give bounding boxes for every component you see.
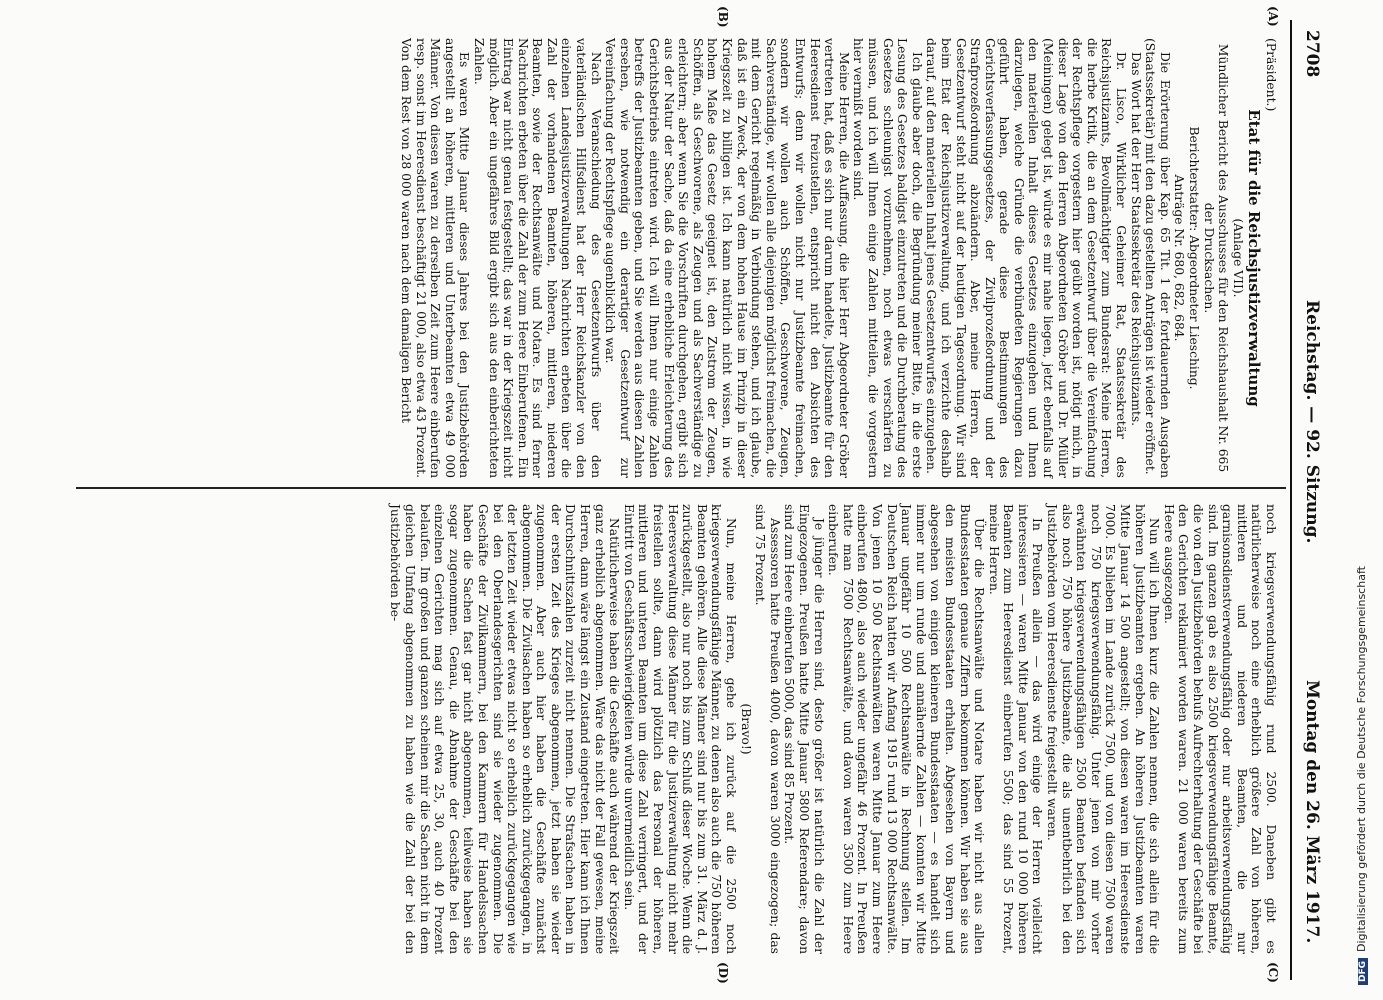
paragraph: Über die Rechtsanwälte und Notare haben wir nicht aus allen Bundesstaaten genaue Ziffern bekommen können. Wir haben sie aus den meisten Bundesstaaten erhalten. Abgesehen von Bayern und abgesehen von einigen kleineren Bundesstaaten — es handelt sich immer nur um runde und annähernde Zahlen — konnten wir Mitte Januar ungefähr 10 500 Rechtsanwälte in Rechnung stellen. Im Deutschen Reich hatten wir Anfang 1915 rund 13 000 Rechtsanwälte. Von jenen 10 500 Rechtsanwälten waren Mitte Januar zum Heere einberufen 4800, also auch wieder ungefähr 46 Prozent. In Preußen hatte man 7500 Rechtsanwälte, und davon waren 3500 zum Heere einberufen. [826,504,987,954]
dfg-logo: DFG [1358,958,1368,985]
paragraph: Dr. Lisco, Wirklicher Geheimer Rat, Staatssekretär des Reichsjustizamts, Bevollmächtigter zum Bundesrat: Meine Herren, die herbe Kritik, die an dem Gesetzentwurf über die Vereinfachung der Rechtspflege vorgestern hier geübt worden ist, nötigt mich, in dieser Lage von den Herren Abgeordneten Gröber und Dr. Müller (Meiningen) gelegt ist, würde es mir nahe liegen, jetzt ebenfalls auf den materiellen Inhalt dieses Gesetzes einzugehen und Ihnen darzulegen, welche Gründe die verbündeten Regierungen dazu geführt haben, gerade diese Bestimmungen des Gerichtsverfassungsgesetzes, der Zivilprozeßordnung und der Strafprozeßordnung abzuändern. Aber, meine Herren, der Gesetzentwurf steht nicht auf der heutigen Tagesordnung. Wir sind beim Etat der Reichsjustizverwaltung, und ich verzichte deshalb darauf, auf den materiellen Inhalt jenes Gesetzentwurfes einzugehen. [924,38,1129,478]
heading-sub-3: Berichterstatter: Abgeordneter Liesching. [1187,126,1202,390]
paragraph: Natürlicherweise haben die Geschäfte auch während der Kriegszeit ganz erheblich abgenommen. Wäre das nicht der Fall gewesen, meine Herren, dann wäre längst ein Zustand eingetreten. Hier kann ich Ihnen Durchschnittszahlen zurzeit nicht nennen. Die Strafsachen haben in der ersten Zeit des Krieges abgenommen, jetzt haben sie wieder zugenommen. Aber auch hier haben die Geschäfte zunächst abgenommen. Die Zivilsachen haben so erheblich zurückgegangen, in der letzten Zeit wieder etwas nicht so erheblich zurückgegangen wie bei den Oberlandesgerichten sind sie wieder zugenommen. Die Geschäfte der Zivilkammern, bei den Kammern für Handelssachen haben die Sachen fast gar nicht abgenommen, teilweise haben sie sogar zugenommen. Genau, die Abnahme der Geschäfte bei den einzelnen Gerichten mag sich auf etwa 25, 30, auch 40 Prozent belaufen. Im großen und ganzen scheinen mir die Sachen nicht in dem gleichen Umfang abgenommen zu haben wie die Zahl der bei den Justizbehörden be- [388,504,622,954]
funding-text: Digitalisierung gefördert durch die Deutsche Forschungsgemeinschaft [1355,566,1368,952]
paragraph: Assessoren hatte Preußen 4000, davon waren 3000 eingezogen; das sind 75 Prozent. [753,504,782,954]
paragraph: Je jünger die Herren sind, desto größer ist natürlich die Zahl der Eingezogenen. Preußen hatte Mitte Januar 5800 Referendare; davon sind zum Heere einberufen 5000, das sind 85 Prozent. [782,504,826,954]
left-column [398,38,1278,478]
page-number: 2708 [1302,30,1322,78]
margin-marker-c: (C) [1266,962,1280,983]
speaker-tag: (Präsident.) [1264,38,1278,112]
column-separator [76,487,1286,489]
paragraph: Die Erörterung über Kap. 65 Tit. 1 der fortdauernden Ausgaben (Staatssekretär) mit den dazu gestellten Anträgen ist wieder eröffnet. [1143,38,1172,478]
paragraph: Das Wort hat der Herr Staatssekretär des Reichsjustizamts. [1128,52,1143,427]
heading-sub-4: Anträge Nr. 680, 682, 684. [1172,174,1187,342]
paragraph: Es waren Mitte Januar dieses Jahres bei den Justizbehörden angestellt an höheren, mittleren und Unterbeamten etwa 49 000 Männer. Von diesen waren zu derselben Zeit zum Heere einberufen resp. sonst im Heeresdienst beschäftigt 21 000, also etwa 43 Prozent. Von dem Rest von 28 000 waren nach dem damaligen Bericht [398,38,472,478]
document-page [30,0,1330,1000]
margin-marker-a: (A) [1266,6,1280,27]
paragraph: Nach Veranschiedung des Gesetzentwurfs über den vaterländischen Hilfsdienst hat der Herr Reichskanzler von den einzelnen Landesjustizverwaltungen Nachrichten erbeten über die Zahl der vorhandenen Beamten, höheren, mittleren, niederen Beamten, sowie der Rechtsanwälte und Notare. Es sind ferner Nachrichten erbeten über die Zahl der zum Heere Einberufenen. Ein Eintrag war nicht genau festgestellt; das war in der Kriegszeit nicht möglich. Aber ein ungefähres Bild ergibt sich aus den einberichteten Zahlen. [471,38,603,478]
paragraph: Nun will ich Ihnen kurz die Zahlen nennen, die sich allein für die höheren Justizbeamten ergeben. An höheren Justizbeamten waren Mitte Januar 14 500 angestellt; von diesen waren im Heeresdienste 7000. Es blieben im Lande zurück 7500, und von diesen 7500 waren noch 750 kriegsverwendungsfähig. Unter jenen von mir vorher erwähnten kriegsverwendungsfähigen 2500 Beamten befanden sich also noch 750 höhere Justizbeamte, die als unentbehrlich bei den Justizbehörden vom Heeresdienste freigestellt waren. [1045,504,1162,954]
interjection: (Bravo!) [738,703,753,755]
heading-sub-2: Mündlicher Bericht des Ausschusses für den Reichshaushalt Nr. 665 der Drucksachen. [1201,43,1231,473]
paragraph: noch kriegsverwendungsfähig rund 2500. Daneben gibt es natürlicherweise noch eine erheblich größere Zahl von höheren, mittleren und niederen Beamten, die nur garnisonsdienstverwendungsfähig oder nur arbeitsverwendungsfähig sind. Im ganzen gab es also 2500 kriegsverwendungsfähige Beamte, die von den Justizbehörden behufs Aufrechterhaltung der Geschäfte bei den Gerichten reklamiert worden waren. 21 000 waren bereits zum Heere ausgezogen. [1161,504,1278,954]
margin-marker-d: (D) [716,962,730,984]
margin-marker-b: (B) [716,6,730,28]
header-rule [1290,20,1292,980]
section-heading: Etat für die Reichsjustizverwaltung [1245,109,1264,407]
funding-note [1355,5,1377,985]
paragraph: Ich glaube aber doch, die Begründung meiner Bitte, in die erste Lesung des Gesetzes baldigst einzutreten und die Durchberatung des Gesetzes schleunigst vorzunehmen, noch etwas verschärfen zu müssen, und ich will Ihnen einige Zahlen mitteilen, die vorgestern hier vermißt worden sind. [851,38,924,478]
heading-sub-1: (Anlage VII). [1230,218,1245,298]
paragraph: Nun, meine Herren, gehe ich zurück auf die 2500 noch kriegsverwendungsfähige Männer, zu denen also auch die 750 höheren Beamten gehören. Alle diese Männer sind nur bis zum 31. März d. J. zurückgestellt, also nur noch bis zum Schluß dieser Woche. Wenn die Heeresverwaltung diese Männer für die Justizverwaltung nicht mehr freistellen sollte, dann wird plötzlich das Personal der höheren, mittleren und unteren Beamten um diese Zahl verringert, und der Eintritt von Geschäftsschwierigkeiten würde unvermeidlich sein. [621,504,739,954]
session-date: Montag den 26. März 1917. [1302,680,1322,944]
paragraph: Meine Herren, die Auffassung, die hier Herr Abgeordneter Gröber vertreten hat, daß es sich nur darum handelte, Justizbeamte für den Heeresdienst freizustellen, entspricht nicht den Absichten des Entwurfs; denn wir wollen nicht nur Justizbeamte freimachen, sondern wir wollen auch Schöffen, Geschworene, Zeugen, Sachverständige, wir wollen alle diejenigen möglichst freimachen, die mit dem Gericht regelmäßig in Verbindung stehen, und ich glaube, daß ist ein Zweck, der von dem hohen Hause im Prinzip in dieser Kriegszeit zu billigen ist. Ich kann natürlich nicht wissen, in wie hohem Maße das Gesetz geeignet ist, den Zustrom der Zeugen, Schöffen, als Geschworene, als Zeugen und als Sachverständige zu erleichtern; aber wenn Sie die Vorschriften durchgehen, ergibt sich aus der Natur der Sache, daß da eine erhebliche Erleichterung des Gerichtsbetriebs eintreten wird. Ich will Ihnen nur einige Zahlen betreffs der Justizbeamten geben, und Sie werden aus diesen Zahlen ersehen, wie notwendig ein derartiger Gesetzentwurf zur Vereinfachung der Rechtspflege augenblicklich war. [603,38,851,478]
paragraph: In Preußen allein — das wird einige der Herren vielleicht interessieren — waren Mitte Januar von den rund 10 000 höheren Beamten zum Heeresdienst einberufen 5500; das sind 55 Prozent, meine Herren. [986,504,1045,954]
right-column [388,504,1278,954]
session-title: Reichstag. — 92. Sitzung. [1302,300,1322,544]
funding-sidebar [1355,10,1377,990]
